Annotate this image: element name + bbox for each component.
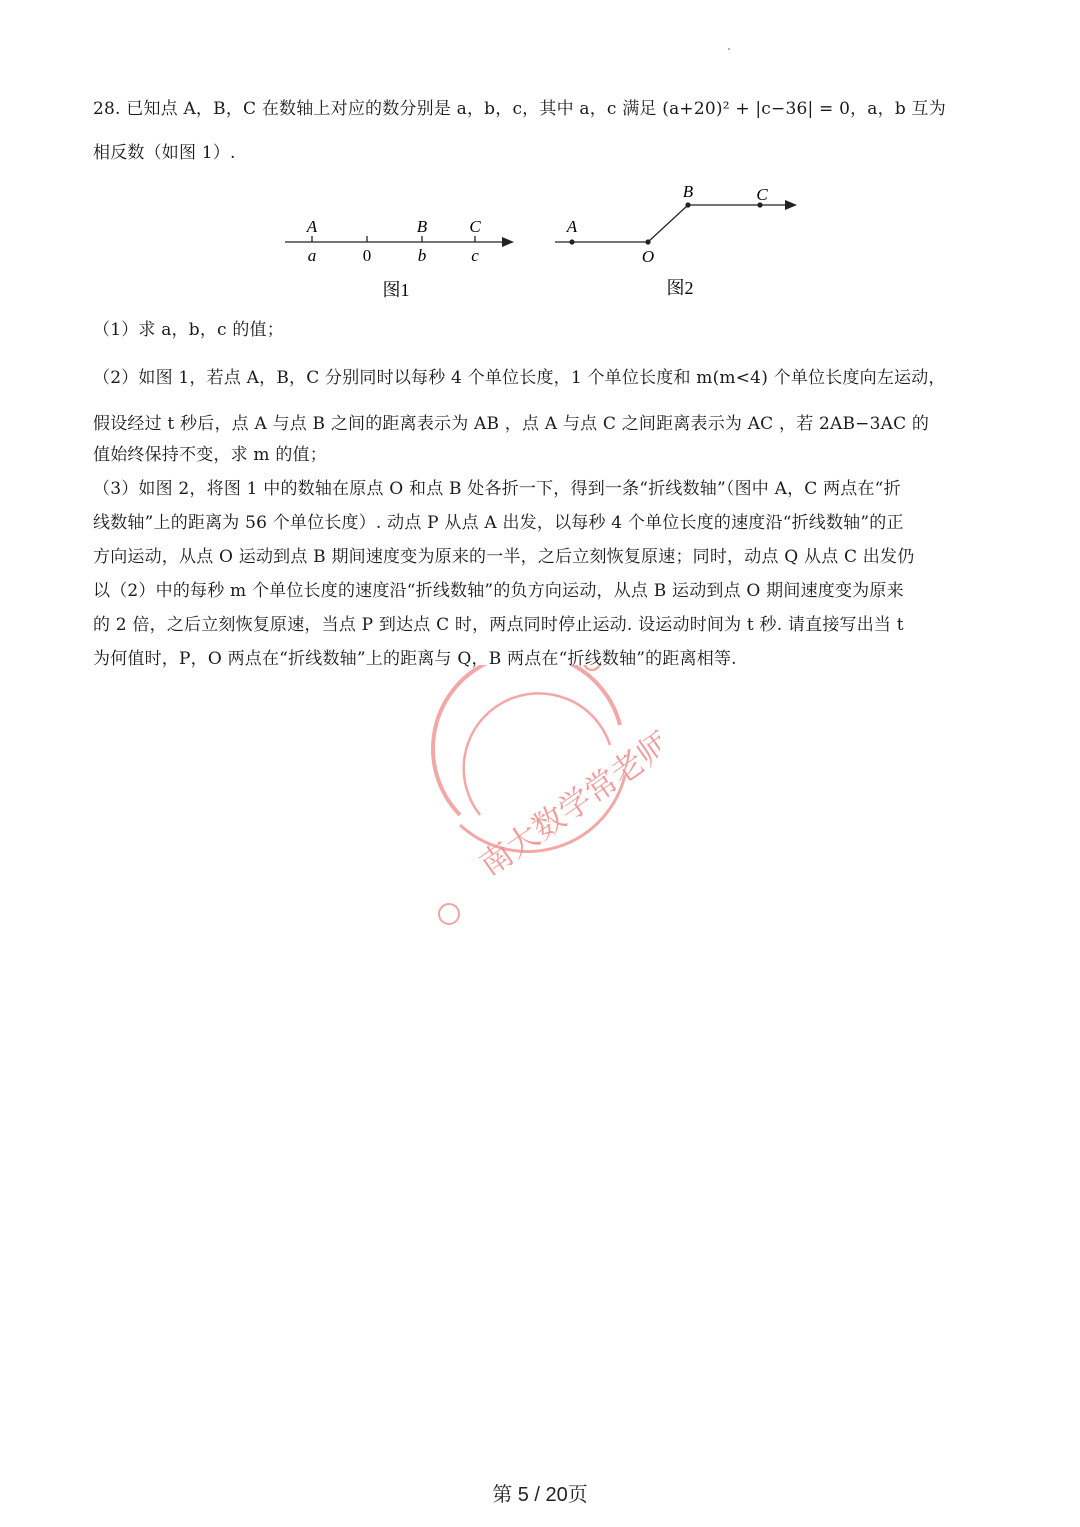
part-3-line-6: 为何值时，P，O 两点在“折线数轴”上的距离与 Q，B 两点在“折线数轴”的距离相等. [93,649,737,669]
page-number: 第 5 / 20页 [492,1484,588,1506]
part-3 [93,472,988,676]
stamp-svg [420,665,660,875]
part-3-line-5: 的 2 倍，之后立刻恢复原速，当点 P 到达点 C 时，两点同时停止运动. 设运动时间为 t 秒. 请直接写出当 t [93,615,904,635]
figure2-folded-line [555,182,797,298]
part-1: （1）求 a，b，c 的值； [93,320,284,340]
fig1-label-C: C [469,217,481,236]
part-3-line-3: 方向运动，从点 O 运动到点 B 期间速度变为原来的一半，之后立刻恢复原速；同时，动点 Q 从点 C 出发仍 [93,547,915,567]
part-2-line-2: 假设经过 t 秒后，点 A 与点 B 之间的距离表示为 AB ，点 A 与点 C 之间距离表示为 AC ，若 2AB−3AC 的 [93,414,930,434]
fig1-label-A: A [306,217,318,236]
problem-statement [93,92,988,170]
fig2-label-C: C [756,185,768,204]
fig2-point-A [569,239,574,244]
part-3-line-1: （3）如图 2，将图 1 中的数轴在原点 O 和点 B 处各折一下，得到一条“折线数轴”（图中 A，C 两点在“折 [93,479,901,499]
problem-line-1: 28. 已知点 A，B，C 在数轴上对应的数分别是 a，b，c，其中 a，c 满足 (a+20)² + |c−36| = 0，a，b 互为 [93,99,946,119]
part-2-line-3: 值始终保持不变，求 m 的值； [93,445,327,465]
scan-dot [728,48,730,50]
figures-svg [270,180,830,310]
fig1-label-b: b [417,246,427,265]
problem-line-2: 相反数（如图 1）. [93,143,236,163]
fig1-label-a: a [307,246,317,265]
part-3-line-2: 线数轴”上的距离为 56 个单位长度）. 动点 P 从点 A 出发，以每秒 4 个单位长度的速度沿“折线数轴”的正 [93,513,904,533]
part-3-line-4: 以（2）中的每秒 m 个单位长度的速度沿“折线数轴”的负方向运动，从点 B 运动到点 O 期间速度变为原来 [93,581,904,601]
fig2-point-O [645,239,650,244]
part-2-line-1: （2）如图 1，若点 A，B，C 分别同时以每秒 4 个单位长度，1 个单位长度和 m(m<4) 个单位长度向左运动， [93,368,946,388]
watermark-stamp [420,665,660,875]
fig1-label-B: B [416,217,428,236]
stamp-text: 南大数学常老师 [472,724,660,875]
fig2-point-B [685,202,690,207]
figures [270,180,830,310]
figure1-number-line [285,217,514,300]
fig2-label-A: A [566,217,578,236]
fig1-label-0: 0 [362,246,372,265]
fig2-caption: 图2 [666,278,694,298]
fig2-label-B: B [682,182,694,201]
fig1-caption: 图1 [382,280,410,300]
stamp-small-circle [438,903,460,925]
fig2-label-O: O [641,247,655,266]
fig1-label-c: c [471,246,479,265]
